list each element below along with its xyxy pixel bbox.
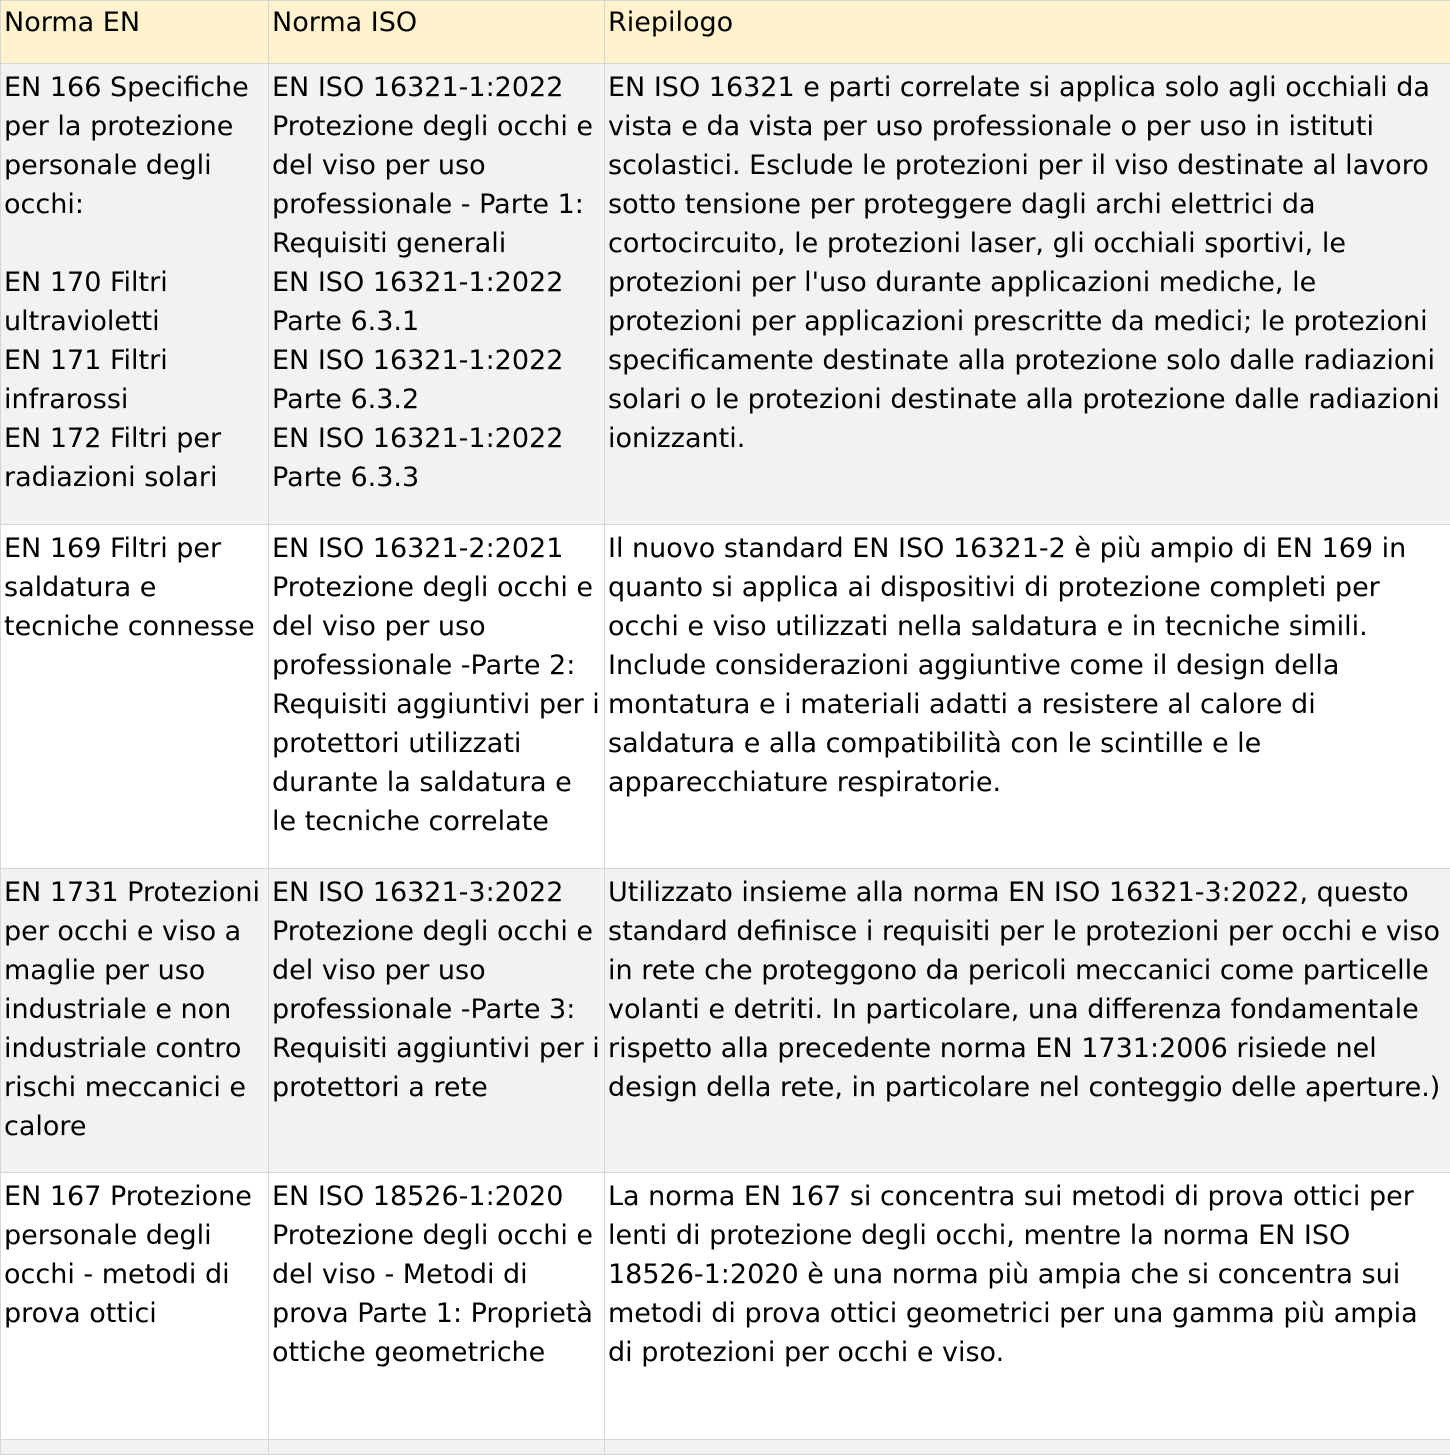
- cell-norma-en: EN 167 Protezione personale degli occhi - metodi di prova ottici: [1, 1173, 269, 1440]
- header-riepilogo: Riepilogo: [605, 1, 1450, 64]
- cell-empty: [1, 1440, 269, 1455]
- table-row-empty: [1, 1440, 1450, 1455]
- cell-riepilogo: La norma EN 167 si concentra sui metodi di prova ottici per lenti di protezione degli occhi, mentre la norma EN ISO 18526-1:2020 è una norma più ampia che si concentra sui metodi di prova ottici geometrici per una gamma più ampia di protezioni per occhi e viso.: [605, 1173, 1450, 1440]
- cell-empty: [605, 1440, 1450, 1455]
- cell-norma-iso: EN ISO 16321-1:2022 Protezione degli occhi e del viso per uso professionale - Parte 1: Requisiti generali EN ISO 16321-1:2022 Parte 6.3.1 EN ISO 16321-1:2022 Parte 6.3.2 EN ISO 16321-1:2022 Parte 6.3.3: [269, 64, 605, 525]
- cell-norma-en: EN 166 Specifiche per la protezione personale degli occhi: EN 170 Filtri ultravioletti EN 171 Filtri infrarossi EN 172 Filtri per radiazioni solari: [1, 64, 269, 525]
- cell-norma-iso: EN ISO 18526-1:2020 Protezione degli occhi e del viso - Metodi di prova Parte 1: Proprietà ottiche geometriche: [269, 1173, 605, 1440]
- table-row: [1, 525, 1450, 869]
- table-row: [1, 1173, 1450, 1440]
- cell-norma-en: EN 1731 Protezioni per occhi e viso a maglie per uso industriale e non industriale contro rischi meccanici e calore: [1, 869, 269, 1173]
- cell-norma-en: EN 169 Filtri per saldatura e tecniche connesse: [1, 525, 269, 869]
- header-norma-iso: Norma ISO: [269, 1, 605, 64]
- cell-riepilogo: Il nuovo standard EN ISO 16321-2 è più ampio di EN 169 in quanto si applica ai dispositivi di protezione completi per occhi e viso utilizzati nella saldatura e in tecniche simili. Include considerazioni aggiuntive come il design della montatura e i materiali adatti a resistere al calore di saldatura e alla compatibilità con le scintille e le apparecchiature respiratorie.: [605, 525, 1450, 869]
- cell-norma-iso: EN ISO 16321-2:2021 Protezione degli occhi e del viso per uso professionale -Parte 2: Requisiti aggiuntivi per i protettori utilizzati durante la saldatura e le tecniche correlate: [269, 525, 605, 869]
- cell-norma-iso: EN ISO 16321-3:2022 Protezione degli occhi e del viso per uso professionale -Parte 3: Requisiti aggiuntivi per i protettori a rete: [269, 869, 605, 1173]
- cell-riepilogo: EN ISO 16321 e parti correlate si applica solo agli occhiali da vista e da vista per uso professionale o per uso in istituti scolastici. Esclude le protezioni per il viso destinate al lavoro sotto tensione per proteggere dagli archi elettrici da cortocircuito, le protezioni laser, gli occhiali sportivi, le protezioni per l'uso durante applicazioni mediche, le protezioni per applicazioni prescritte da medici; le protezioni specificamente destinate alla protezione solo dalle radiazioni solari o le protezioni destinate alla protezione dalle radiazioni ionizzanti.: [605, 64, 1450, 525]
- table-row: [1, 64, 1450, 525]
- header-norma-en: Norma EN: [1, 1, 269, 64]
- table-row: [1, 869, 1450, 1173]
- header-row: [1, 1, 1450, 64]
- cell-riepilogo: Utilizzato insieme alla norma EN ISO 16321-3:2022, questo standard definisce i requisiti per le protezioni per occhi e viso in rete che proteggono da pericoli meccanici come particelle volanti e detriti. In particolare, una differenza fondamentale rispetto alla precedente norma EN 1731:2006 risiede nel design della rete, in particolare nel conteggio delle aperture.): [605, 869, 1450, 1173]
- cell-empty: [269, 1440, 605, 1455]
